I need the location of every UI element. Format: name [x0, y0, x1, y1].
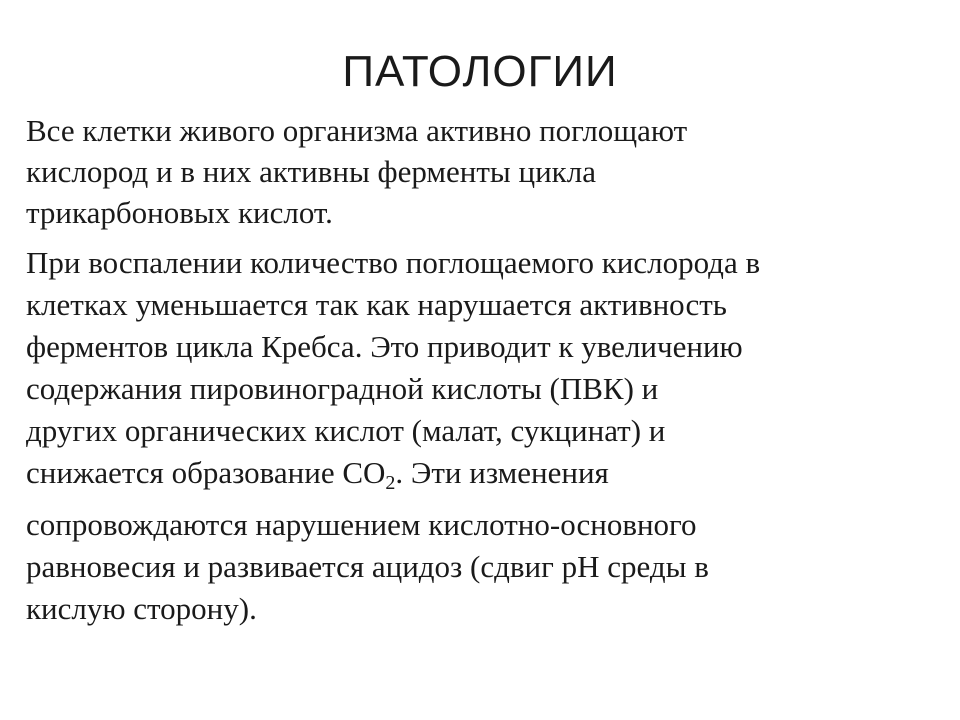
text-line: содержания пировиноградной кислоты (ПВК) и — [26, 371, 659, 406]
text-line: сопровождаются нарушением кислотно-основного — [26, 507, 697, 542]
slide-body — [26, 110, 936, 630]
text-line: равновесия и развивается ацидоз (сдвиг рН среды в — [26, 549, 709, 584]
text-line: ферментов цикла Кребса. Это приводит к увеличению — [26, 329, 743, 364]
text-line: клетках уменьшается так как нарушается активность — [26, 287, 727, 322]
co2-text-after: . Эти изменения — [395, 455, 609, 490]
text-line: При воспалении количество поглощаемого кислорода в — [26, 245, 761, 280]
slide-title: ПАТОЛОГИИ — [342, 47, 618, 96]
text-line: кислород и в них активны ферменты цикла — [26, 154, 596, 189]
paragraph-cells-oxygen — [26, 110, 936, 233]
text-line: кислую сторону). — [26, 591, 257, 626]
text-line-co2 — [26, 452, 936, 494]
paragraph-inflammation — [26, 242, 936, 630]
co2-subscript: 2 — [385, 472, 396, 494]
text-line: других органических кислот (малат, сукцинат) и — [26, 413, 666, 448]
text-line: Все клетки живого организма активно поглощают — [26, 113, 688, 148]
text-line: трикарбоновых кислот. — [26, 195, 333, 230]
co2-text-before: снижается образование СО — [26, 455, 386, 490]
